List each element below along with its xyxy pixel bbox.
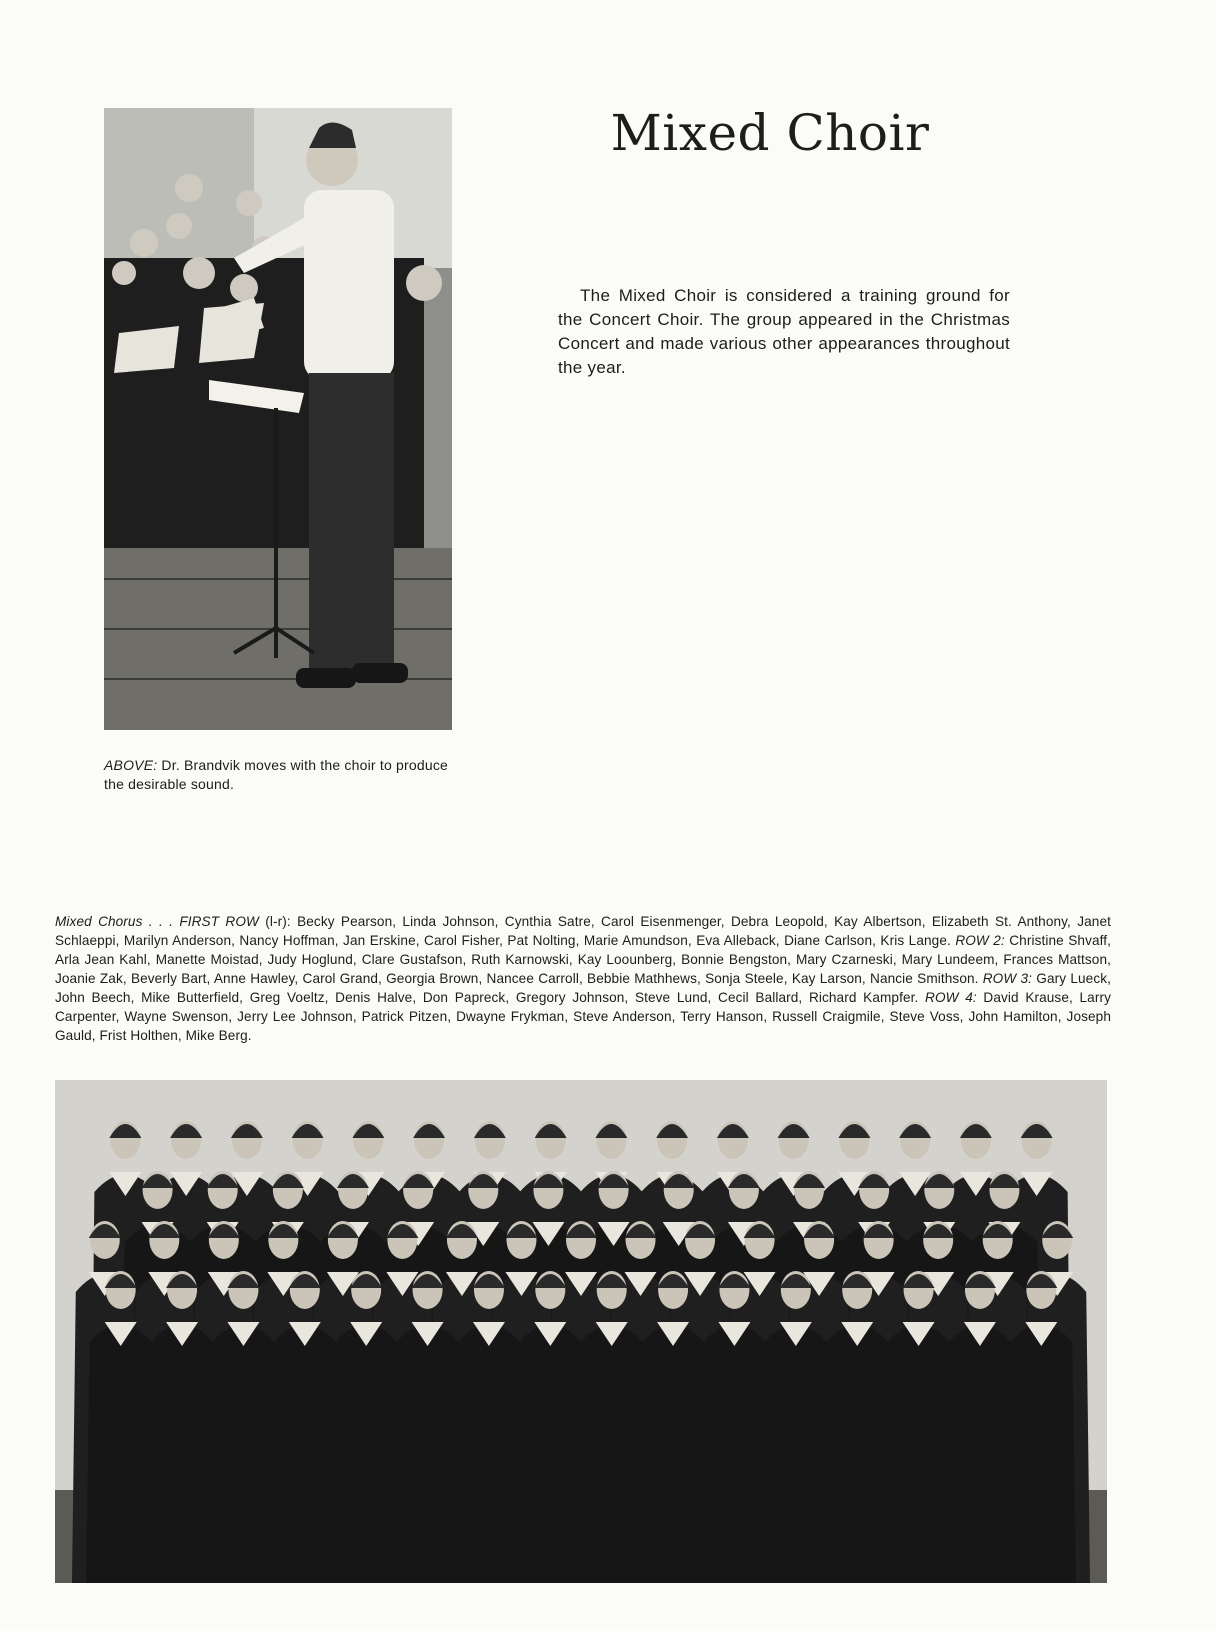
singer-robe [761,1325,831,1584]
roster-group-label: Mixed Chorus . . . [55,914,180,929]
choir-group-illustration [55,1080,1107,1583]
roster-row3-label: ROW 3: [982,971,1033,986]
singer-robe [270,1325,340,1584]
conductor-photo-illustration [104,108,452,730]
singer-robe [577,1325,647,1584]
roster-row1-names: Becky Pearson, Linda Johnson, Cynthia Satre, Carol Eisenmenger, Debra Leopold, Kay Albertson, Elizabeth St. Anthony, Janet Schlaeppi, Marilyn Anderson, Nancy Hoffman, Jan Erskine, Carol Fisher, Pat Nolting, Marie Amundson, Eva Alleback, Diane Carlson, Kris Lange. [55,914,1111,948]
caption-lead: ABOVE: [104,757,158,773]
singer-robe [945,1325,1015,1584]
caption-text: Dr. Brandvik moves with the choir to produce the desirable sound. [104,757,449,792]
choir-group-photo [55,1080,1107,1583]
singer-robe [393,1325,463,1584]
roster-listing [55,912,1111,1045]
roster-row2-label: ROW 2: [955,933,1005,948]
singer-robe [208,1325,278,1584]
singer-robe [515,1325,585,1584]
intro-paragraph: The Mixed Choir is considered a training ground for the Concert Choir. The group appeared in the Christmas Concert and made various other appearances throughout the year. [558,286,1010,377]
roster-row4-names: David Krause, Larry Carpenter, Wayne Swenson, Jerry Lee Johnson, Patrick Pitzen, Dwayne Frykman, Steve Anderson, Terry Hanson, Russell Craigmile, Steve Voss, John Hamilton, Joseph Gauld, Frist Holthen, Mike Berg. [55,990,1111,1043]
roster-row3-names: Gary Lueck, John Beech, Mike Butterfield, Greg Voeltz, Denis Halve, Don Papreck, Gregory Johnson, Steve Lund, Cecil Ballard, Richard Kampfer. [55,971,1112,1005]
roster-row4-label: ROW 4: [925,990,977,1005]
singer-robe [699,1325,769,1584]
singer-robe [86,1325,156,1584]
singer-robe [638,1325,708,1584]
page-title: Mixed Choir [610,104,930,162]
roster-row1-paren: (l-r): [258,914,298,929]
roster-row1-label: FIRST ROW [179,914,259,929]
singer-robe [884,1325,954,1584]
singer-robe [454,1325,524,1584]
singer-robe [147,1325,217,1584]
roster-row2-names: Christine Shvaff, Arla Jean Kahl, Manette Moistad, Judy Hoglund, Clare Gustafson, Ruth Karnowski, Kay Loounberg, Bonnie Bengston, Mary Czarneski, Mary Lundeem, Frances Mattson, Joanie Zak, Beverly Bart, Anne Hawley, Carol Grand, Georgia Brown, Nancee Carroll, Bebbie Mathhews, Sonja Steele, Kay Larson, Nancie Smithson. [55,933,1112,986]
singer-robe [1006,1325,1076,1584]
conductor-photo [104,108,452,730]
singer-robe [331,1325,401,1584]
singer-robe [822,1325,892,1584]
photo-caption [104,756,464,794]
